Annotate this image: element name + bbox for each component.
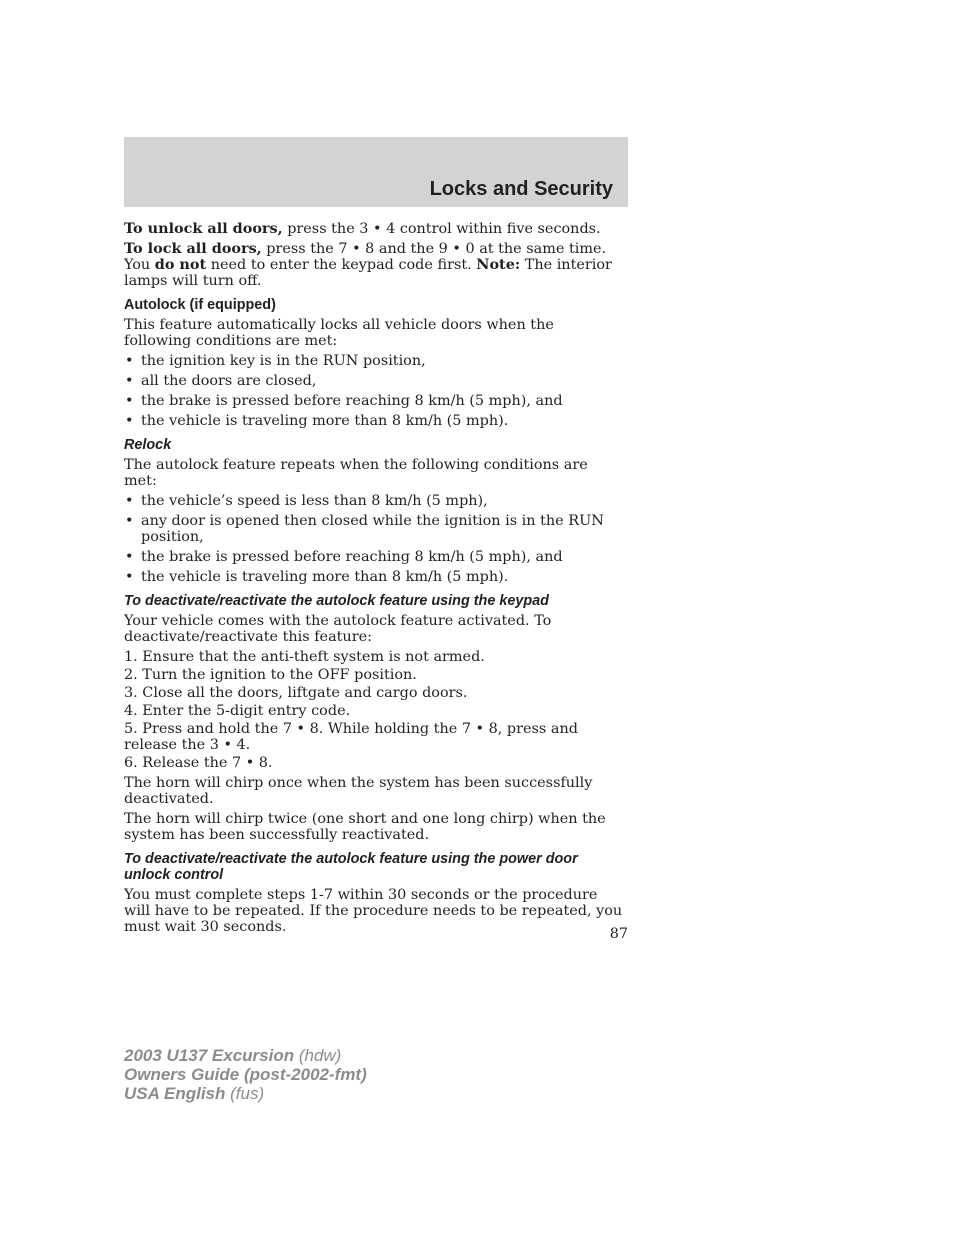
list-item: 3. Close all the doors, liftgate and cargo doors. — [124, 685, 468, 701]
keypad-note-deactivated: The horn will chirp once when the system has been successfully deactivated. — [124, 775, 593, 807]
list-item: • any door is opened then closed while the ignition is in the RUN position, — [125, 513, 604, 545]
list-item: 2. Turn the ignition to the OFF position. — [124, 667, 417, 683]
power-door-heading: To deactivate/reactivate the autolock feature using the power door unlock control — [124, 851, 578, 883]
keypad-heading: To deactivate/reactivate the autolock feature using the keypad — [124, 593, 549, 609]
bullet-icon: • — [125, 569, 134, 585]
relock-conditions-list — [124, 493, 624, 585]
section-header-band — [124, 137, 628, 207]
bullet-icon: • — [125, 393, 134, 409]
list-item: 5. Press and hold the 7 • 8. While holding the 7 • 8, press and release the 3 • 4. — [124, 721, 578, 753]
bullet-icon: • — [125, 373, 134, 389]
bullet-icon: • — [125, 549, 134, 565]
list-item: 1. Ensure that the anti-theft system is not armed. — [124, 649, 485, 665]
list-item: • the vehicle is traveling more than 8 km/h (5 mph). — [125, 569, 509, 585]
bullet-icon: • — [125, 493, 134, 509]
autolock-conditions-list — [124, 353, 624, 429]
section-title: Locks and Security — [429, 178, 613, 200]
unlock-paragraph: To unlock all doors, press the 3 • 4 control within five seconds. — [124, 220, 601, 237]
relock-intro: The autolock feature repeats when the following conditions are met: — [124, 457, 588, 489]
autolock-intro: This feature automatically locks all vehicle doors when the following conditions are met: — [124, 317, 554, 349]
footer-line-2: Owners Guide (post-2002-fmt) — [124, 1065, 367, 1084]
keypad-steps-list — [124, 649, 624, 771]
page-content — [124, 221, 624, 939]
autolock-heading: Autolock (if equipped) — [124, 297, 276, 313]
bullet-icon: • — [125, 513, 134, 529]
bullet-icon: • — [125, 413, 134, 429]
relock-heading: Relock — [124, 437, 172, 453]
document-footer — [124, 1046, 367, 1103]
bullet-icon: • — [125, 353, 134, 369]
page-number: 87 — [609, 926, 628, 942]
footer-line-3: USA English (fus) — [124, 1084, 265, 1103]
list-item: 4. Enter the 5-digit entry code. — [124, 703, 351, 719]
list-item: • the ignition key is in the RUN position, — [125, 353, 426, 369]
list-item: • the vehicle is traveling more than 8 km/h (5 mph). — [125, 413, 509, 429]
list-item: • the brake is pressed before reaching 8 km/h (5 mph), and — [125, 393, 563, 409]
keypad-note-reactivated: The horn will chirp twice (one short and one long chirp) when the system has been successfully reactivated. — [124, 811, 606, 843]
power-door-intro: You must complete steps 1-7 within 30 seconds or the procedure will have to be repeated. If the procedure needs to be repeated, you must wait 30 seconds. — [124, 887, 623, 935]
list-item: 6. Release the 7 • 8. — [124, 755, 273, 771]
list-item: • all the doors are closed, — [125, 373, 317, 389]
keypad-intro: Your vehicle comes with the autolock feature activated. To deactivate/reactivate this feature: — [124, 613, 552, 645]
lock-paragraph: To lock all doors, press the 7 • 8 and the 9 • 0 at the same time. You do not need to enter the keypad code first. Note: The interior lamps will turn off. — [124, 240, 612, 289]
list-item: • the vehicle’s speed is less than 8 km/h (5 mph), — [125, 493, 488, 509]
footer-line-1: 2003 U137 Excursion (hdw) — [124, 1046, 342, 1065]
list-item: • the brake is pressed before reaching 8 km/h (5 mph), and — [125, 549, 563, 565]
